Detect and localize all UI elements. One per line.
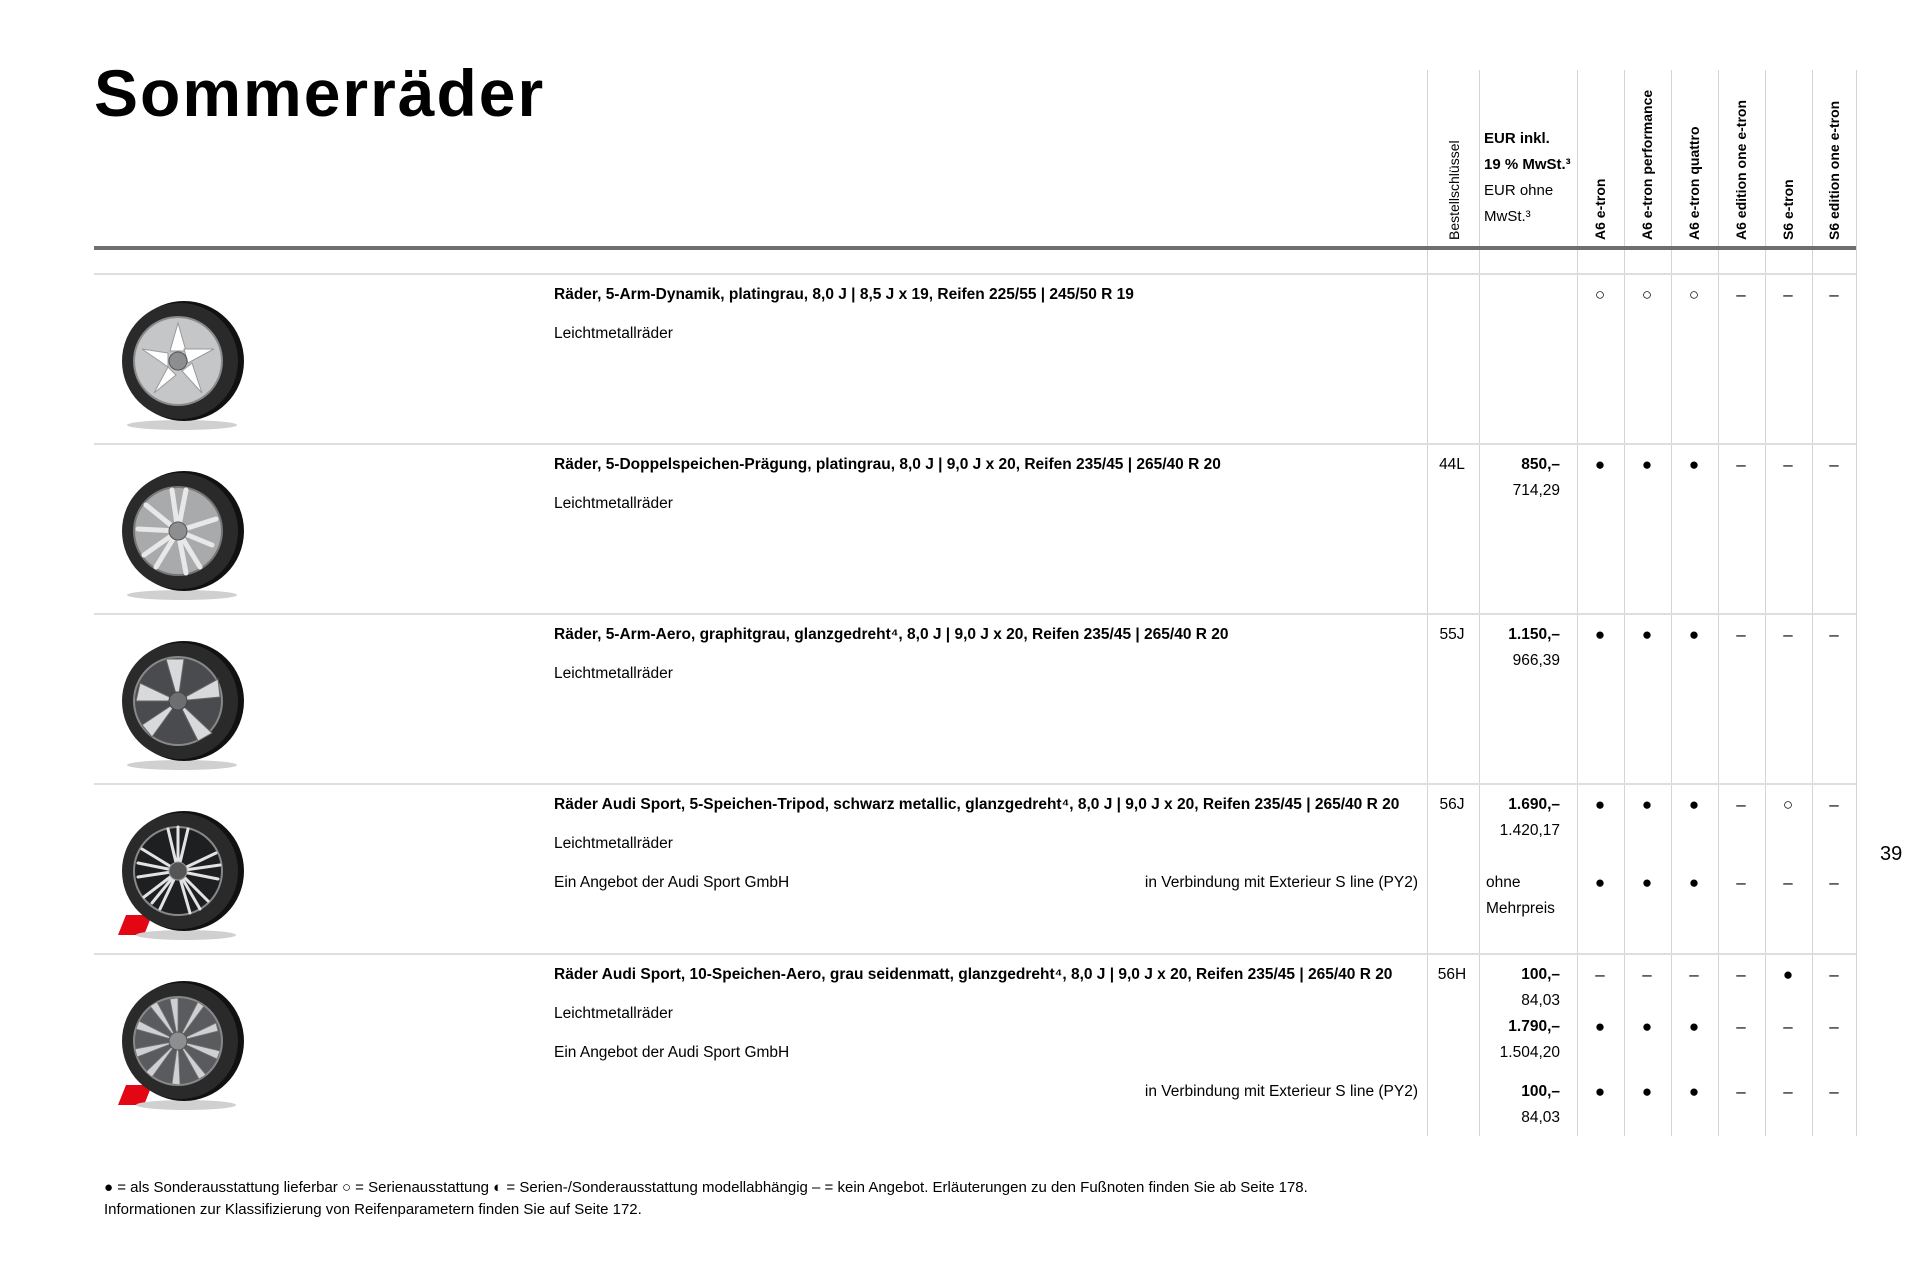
row-3-price-excl: 966,39: [1512, 652, 1560, 669]
availability-r5-e3-a6-etron-performance: ●: [1641, 1082, 1653, 1101]
wheel-5-arm-aero-icon: [112, 633, 252, 773]
availability-r1-e1-s6-etron: –: [1783, 285, 1793, 304]
row-4-price-excl: 1.420,17: [1499, 822, 1560, 839]
row-5-price-incl-1: 100,–: [1521, 966, 1560, 983]
row-divider: [94, 783, 1856, 785]
availability-r4-e2-a6-etron-performance: ●: [1641, 873, 1653, 892]
availability-r5-e3-s6-edition-one: –: [1829, 1082, 1839, 1101]
availability-r5-e3-s6-etron: –: [1783, 1082, 1793, 1101]
row-5-price-excl-1: 84,03: [1521, 992, 1560, 1009]
row-5-price-incl-2: 1.790,–: [1508, 1018, 1560, 1035]
row-divider: [94, 443, 1856, 445]
row-4-offer: Ein Angebot der Audi Sport GmbH: [554, 874, 790, 891]
row-5-price-excl-2: 1.504,20: [1499, 1044, 1560, 1061]
availability-r5-e1-a6-edition-one: –: [1736, 965, 1746, 984]
availability-r2-e1-a6-etron: ●: [1594, 455, 1606, 474]
availability-r4-e1-a6-etron: ●: [1594, 795, 1606, 814]
availability-r5-e3-a6-etron: ●: [1594, 1082, 1606, 1101]
row-2-price-excl: 714,29: [1512, 482, 1560, 499]
header-eur-incl: EUR inkl.: [1484, 130, 1550, 147]
row-4-title: Räder Audi Sport, 5-Speichen-Tripod, schwarz metallic, glanzgedreht⁴, 8,0 J | 9,0 J x 20, Reifen 235/45 | 265/40 R 20: [554, 796, 1400, 813]
availability-r5-e3-a6-edition-one: –: [1736, 1082, 1746, 1101]
availability-r2-e1-a6-etron-quattro: ●: [1688, 455, 1700, 474]
legend: ● = als Sonderausstattung lieferbar ○ = Serienausstattung ◐ = Serien-/Sonderausstattung modellabhängig – = kein Angebot. Erläuterungen zu den Fußnoten finden Sie ab Seite 178.: [104, 1179, 1308, 1196]
tire-info-note: Informationen zur Klassifizierung von Reifenparametern finden Sie auf Seite 172.: [104, 1201, 642, 1218]
availability-r4-e2-a6-edition-one: –: [1736, 873, 1746, 892]
availability-r5-e1-a6-etron-quattro: –: [1689, 965, 1699, 984]
row-5-subtitle: Leichtmetallräder: [554, 1005, 673, 1022]
row-5-price-incl-3: 100,–: [1521, 1083, 1560, 1100]
row-5-offer: Ein Angebot der Audi Sport GmbH: [554, 1044, 790, 1061]
row-3-subtitle: Leichtmetallräder: [554, 665, 673, 682]
availability-r4-e1-s6-etron: ○: [1782, 795, 1794, 814]
row-2-title: Räder, 5-Doppelspeichen-Prägung, platingrau, 8,0 J | 9,0 J x 20, Reifen 235/45 | 265/40 R 20: [554, 456, 1221, 473]
availability-r5-e2-s6-etron: –: [1783, 1017, 1793, 1036]
availability-r1-e1-a6-edition-one: –: [1736, 285, 1746, 304]
row-2-price-incl: 850,–: [1521, 456, 1560, 473]
row-4-price-text-ohne: ohne: [1486, 874, 1521, 891]
availability-r3-e1-a6-etron-performance: ●: [1641, 625, 1653, 644]
row-4-subtitle: Leichtmetallräder: [554, 835, 673, 852]
availability-r3-e1-a6-etron-quattro: ●: [1688, 625, 1700, 644]
row-3-price-incl: 1.150,–: [1508, 626, 1560, 643]
availability-r2-e1-s6-edition-one: –: [1829, 455, 1839, 474]
row-5-note: in Verbindung mit Exterieur S line (PY2): [1144, 1083, 1418, 1100]
header-eur-excl-vat: MwSt.³: [1484, 208, 1531, 225]
availability-r3-e1-s6-edition-one: –: [1829, 625, 1839, 644]
wheel-5-speichen-tripod-icon: [112, 803, 252, 943]
row-2-order-code: 44L: [1439, 456, 1465, 473]
availability-r4-e1-a6-edition-one: –: [1736, 795, 1746, 814]
row-4-note: in Verbindung mit Exterieur S line (PY2): [1144, 874, 1418, 891]
availability-r5-e1-a6-etron-performance: –: [1642, 965, 1652, 984]
row-3-order-code: 55J: [1439, 626, 1465, 643]
row-divider: [94, 953, 1856, 955]
header-eur-prices: [1484, 126, 1571, 230]
page-title: Sommerräder: [94, 56, 546, 130]
availability-r5-e3-a6-etron-quattro: ●: [1688, 1082, 1700, 1101]
availability-r5-e2-a6-edition-one: –: [1736, 1017, 1746, 1036]
availability-r4-e2-a6-etron: ●: [1594, 873, 1606, 892]
availability-r5-e1-s6-etron: ●: [1782, 965, 1794, 984]
wheel-5-arm-dynamik-icon: [112, 293, 252, 433]
row-4-price-text-mehrpreis: Mehrpreis: [1486, 900, 1555, 917]
availability-r3-e1-a6-etron: ●: [1594, 625, 1606, 644]
availability-r2-e1-s6-etron: –: [1783, 455, 1793, 474]
availability-r1-e1-s6-edition-one: –: [1829, 285, 1839, 304]
availability-r5-e1-s6-edition-one: –: [1829, 965, 1839, 984]
header-rule: [94, 246, 1856, 250]
wheel-10-speichen-aero-icon: [112, 973, 252, 1113]
row-divider: [94, 273, 1856, 275]
availability-r4-e2-s6-etron: –: [1783, 873, 1793, 892]
availability-r1-e1-a6-etron: ○: [1594, 285, 1606, 304]
availability-r4-e1-s6-edition-one: –: [1829, 795, 1839, 814]
availability-r5-e2-a6-etron-performance: ●: [1641, 1017, 1653, 1036]
availability-r3-e1-a6-edition-one: –: [1736, 625, 1746, 644]
wheel-5-doppelspeichen-icon: [112, 463, 252, 603]
row-3-title: Räder, 5-Arm-Aero, graphitgrau, glanzgedreht⁴, 8,0 J | 9,0 J x 20, Reifen 235/45 | 265/40 R 20: [554, 626, 1229, 643]
row-4-price-incl: 1.690,–: [1508, 796, 1560, 813]
availability-r5-e2-a6-etron: ●: [1594, 1017, 1606, 1036]
availability-r5-e1-a6-etron: –: [1595, 965, 1605, 984]
row-5-title: Räder Audi Sport, 10-Speichen-Aero, grau seidenmatt, glanzgedreht⁴, 8,0 J | 9,0 J x 20, Reifen 235/45 | 265/40 R 20: [554, 966, 1393, 983]
availability-r4-e2-a6-etron-quattro: ●: [1688, 873, 1700, 892]
row-5-order-code: 56H: [1437, 966, 1467, 983]
row-1-title: Räder, 5-Arm-Dynamik, platingrau, 8,0 J | 8,5 J x 19, Reifen 225/55 | 245/50 R 19: [554, 286, 1134, 303]
page-number: 39: [1880, 843, 1903, 865]
row-1-subtitle: Leichtmetallräder: [554, 325, 673, 342]
availability-r4-e1-a6-etron-performance: ●: [1641, 795, 1653, 814]
availability-r4-e2-s6-edition-one: –: [1829, 873, 1839, 892]
availability-r5-e2-s6-edition-one: –: [1829, 1017, 1839, 1036]
availability-r2-e1-a6-etron-performance: ●: [1641, 455, 1653, 474]
row-2-subtitle: Leichtmetallräder: [554, 495, 673, 512]
availability-r5-e2-a6-etron-quattro: ●: [1688, 1017, 1700, 1036]
availability-r1-e1-a6-etron-quattro: ○: [1688, 285, 1700, 304]
availability-r1-e1-a6-etron-performance: ○: [1641, 285, 1653, 304]
row-divider: [94, 613, 1856, 615]
header-eur-excl: EUR ohne: [1484, 182, 1554, 199]
header-eur-incl-vat: 19 % MwSt.³: [1484, 156, 1571, 173]
availability-r2-e1-a6-edition-one: –: [1736, 455, 1746, 474]
availability-r4-e1-a6-etron-quattro: ●: [1688, 795, 1700, 814]
row-5-price-excl-3: 84,03: [1521, 1109, 1560, 1126]
availability-r3-e1-s6-etron: –: [1783, 625, 1793, 644]
row-4-order-code: 56J: [1439, 796, 1465, 813]
